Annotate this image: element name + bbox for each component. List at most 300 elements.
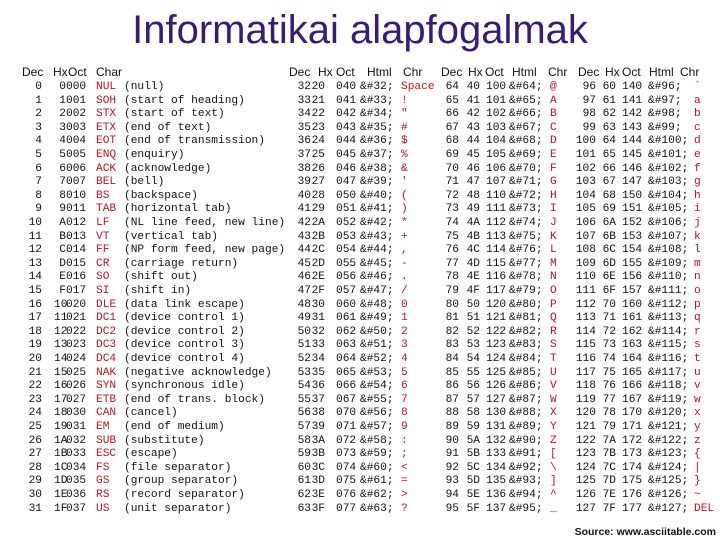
cell-hx: 16	[54, 380, 68, 393]
cell-chr: E	[550, 149, 557, 161]
cell-html: &#81;	[509, 312, 543, 325]
cell-chr: U	[550, 366, 557, 379]
cell-chr: *	[401, 217, 408, 229]
cell-chr: 0	[401, 298, 408, 311]
table-row	[20, 244, 720, 258]
cell-dec: 109	[575, 257, 596, 270]
cell-hx: 7C	[602, 461, 616, 474]
table-row	[20, 339, 720, 353]
cell-chr: 4	[401, 353, 408, 365]
header-chr: Chr	[680, 65, 700, 79]
cell-oct: 020	[66, 298, 87, 311]
cell-html: &#114;	[648, 325, 689, 338]
cell-hx: 17	[54, 393, 68, 406]
cell-oct: 033	[66, 448, 87, 461]
header-oct: Oct	[622, 65, 641, 79]
cell-chr: _	[550, 502, 557, 515]
cell-dec: 103	[575, 176, 596, 189]
cell-hx: 66	[602, 162, 616, 175]
cell-dec: 44	[297, 244, 311, 257]
table-row	[20, 122, 720, 136]
cell-hx: 51	[466, 312, 480, 325]
cell-oct: 041	[336, 94, 357, 107]
cell-hx: 0	[59, 81, 66, 93]
cell-dec: 17	[28, 312, 42, 325]
table-row	[20, 203, 720, 217]
cell-chr: .	[401, 271, 408, 284]
cell-hx: 20	[311, 81, 325, 93]
cell-dec: 2	[35, 108, 42, 121]
cell-html: &#111;	[648, 285, 689, 297]
cell-oct: 073	[336, 448, 357, 461]
cell-hx: 45	[466, 149, 480, 161]
cell-chr: |	[694, 461, 701, 474]
cell-chr: 5	[401, 366, 408, 379]
cell-chr: o	[694, 285, 701, 297]
cell-dec: 111	[575, 285, 596, 297]
cell-oct: 007	[66, 176, 87, 189]
cell-hx: 5C	[466, 461, 480, 474]
cell-html: &#109;	[648, 257, 689, 270]
cell-html: &#46;	[360, 271, 394, 284]
cell-chr: K	[550, 230, 557, 243]
cell-hx: 3	[59, 121, 66, 134]
cell-hx: 29	[311, 203, 325, 216]
cell-oct: 050	[336, 189, 357, 202]
cell-html: &#115;	[648, 339, 689, 352]
cell-dec: 118	[575, 380, 596, 393]
cell-oct: 003	[66, 121, 87, 134]
cell-chr: a	[694, 94, 701, 107]
cell-hx: 61	[602, 94, 616, 107]
cell-hx: 1D	[54, 475, 68, 488]
cell-hx: 71	[602, 312, 616, 325]
cell-html: &#97;	[648, 94, 682, 107]
cell-oct: 013	[66, 230, 87, 243]
cell-oct: 107	[486, 176, 507, 189]
cell-char: SOH	[96, 94, 117, 107]
cell-chr: @	[550, 81, 557, 93]
cell-oct: 053	[336, 230, 357, 243]
cell-hx: 42	[466, 108, 480, 121]
cell-hx: 56	[466, 380, 480, 393]
cell-hx: 3F	[311, 502, 325, 515]
cell-dec: 41	[297, 203, 311, 216]
cell-hx: 47	[466, 176, 480, 189]
cell-hx: 1C	[54, 461, 68, 474]
cell-oct: 070	[336, 407, 357, 420]
cell-oct: 172	[622, 434, 643, 447]
cell-chr: z	[694, 434, 701, 447]
cell-html: &#110;	[648, 271, 689, 284]
cell-dec: 81	[445, 312, 459, 325]
cell-chr: 9	[401, 421, 408, 433]
cell-chr: %	[401, 149, 408, 161]
cell-chr: ;	[401, 448, 408, 461]
cell-dec: 26	[28, 434, 42, 447]
cell-desc: (escape)	[124, 448, 178, 461]
table-row	[20, 231, 720, 245]
cell-char: GS	[96, 475, 110, 488]
cell-oct: 121	[486, 312, 507, 325]
cell-html: &#51;	[360, 339, 394, 352]
cell-dec: 38	[297, 162, 311, 175]
cell-oct: 161	[622, 312, 643, 325]
table-row	[20, 163, 720, 177]
table-row	[20, 190, 720, 204]
table-row	[20, 448, 720, 462]
table-row	[20, 475, 720, 489]
cell-oct: 133	[486, 448, 507, 461]
cell-html: &#102;	[648, 162, 689, 175]
cell-hx: 74	[602, 353, 616, 365]
header-dec: Dec	[578, 65, 600, 79]
cell-desc: (null)	[124, 81, 165, 93]
cell-hx: 7A	[602, 434, 616, 447]
cell-html: &#38;	[360, 162, 394, 175]
cell-dec: 12	[28, 244, 42, 257]
cell-oct: 062	[336, 325, 357, 338]
cell-desc: (record separator)	[124, 489, 245, 501]
cell-hx: 2E	[311, 271, 325, 284]
cell-desc: (start of heading)	[124, 94, 245, 107]
cell-chr: R	[550, 325, 557, 338]
cell-chr: :	[401, 434, 408, 447]
cell-desc: (shift in)	[124, 285, 192, 297]
cell-oct: 075	[336, 475, 357, 488]
cell-hx: 2B	[311, 230, 325, 243]
cell-chr: \	[550, 461, 557, 474]
cell-dec: 9	[35, 203, 42, 216]
cell-oct: 061	[336, 312, 357, 325]
cell-html: &#39;	[360, 176, 394, 189]
cell-chr: l	[694, 244, 701, 257]
cell-desc: (end of text)	[124, 121, 212, 134]
cell-oct: 147	[622, 176, 643, 189]
table-row	[20, 421, 720, 435]
cell-dec: 21	[28, 366, 42, 379]
cell-html: &#92;	[509, 461, 543, 474]
cell-hx: 48	[466, 189, 480, 202]
cell-html: &#112;	[648, 298, 689, 311]
cell-dec: 58	[297, 434, 311, 447]
cell-html: &#33;	[360, 94, 394, 107]
table-row	[20, 81, 720, 95]
table-row	[20, 367, 720, 381]
cell-html: &#63;	[360, 502, 394, 515]
cell-oct: 065	[336, 366, 357, 379]
cell-dec: 122	[575, 434, 596, 447]
cell-hx: 72	[602, 325, 616, 338]
cell-oct: 052	[336, 217, 357, 229]
cell-desc: (start of text)	[124, 108, 225, 121]
cell-dec: 91	[445, 448, 459, 461]
cell-hx: 1B	[54, 448, 68, 461]
cell-hx: 24	[311, 135, 325, 148]
table-row	[20, 503, 720, 517]
cell-desc: (enquiry)	[124, 149, 185, 161]
cell-chr: O	[550, 285, 557, 297]
cell-dec: 27	[28, 448, 42, 461]
cell-oct: 103	[486, 121, 507, 134]
cell-dec: 67	[445, 121, 459, 134]
cell-html: &#49;	[360, 312, 394, 325]
cell-html: &#58;	[360, 434, 394, 447]
cell-oct: 024	[66, 353, 87, 365]
cell-chr: [	[550, 448, 557, 461]
cell-dec: 96	[582, 81, 596, 93]
cell-html: &#122;	[648, 434, 689, 447]
cell-dec: 48	[297, 298, 311, 311]
cell-oct: 124	[486, 353, 507, 365]
cell-char: LF	[96, 217, 110, 229]
cell-dec: 45	[297, 257, 311, 270]
cell-dec: 107	[575, 230, 596, 243]
cell-desc: (vertical tab)	[124, 230, 218, 243]
cell-dec: 73	[445, 203, 459, 216]
header-hx: Hx	[318, 65, 333, 79]
cell-hx: 60	[602, 81, 616, 93]
cell-oct: 141	[622, 94, 643, 107]
cell-oct: 032	[66, 434, 87, 447]
cell-chr: DEL	[694, 502, 715, 515]
cell-chr: g	[694, 176, 701, 189]
cell-html: &#54;	[360, 380, 394, 393]
cell-char: ESC	[96, 448, 117, 461]
cell-oct: 074	[336, 461, 357, 474]
cell-hx: 2F	[311, 285, 325, 297]
cell-hx: 5B	[466, 448, 480, 461]
cell-oct: 126	[486, 380, 507, 393]
cell-html: &#62;	[360, 489, 394, 501]
cell-oct: 057	[336, 285, 357, 297]
table-row	[20, 149, 720, 163]
cell-oct: 030	[66, 407, 87, 420]
cell-hx: 7D	[602, 475, 616, 488]
cell-hx: 22	[311, 108, 325, 121]
header-hx: Hx	[53, 65, 68, 79]
cell-dec: 55	[297, 393, 311, 406]
table-row	[20, 95, 720, 109]
cell-dec: 84	[445, 353, 459, 365]
cell-dec: 5	[35, 149, 42, 161]
table-row	[20, 271, 720, 285]
cell-chr: 7	[401, 393, 408, 406]
cell-oct: 167	[622, 393, 643, 406]
cell-oct: 114	[486, 244, 507, 257]
cell-oct: 044	[336, 135, 357, 148]
cell-hx: 6A	[602, 217, 616, 229]
cell-dec: 43	[297, 230, 311, 243]
cell-char: SUB	[96, 434, 117, 447]
cell-html: &#103;	[648, 176, 689, 189]
cell-html: &#93;	[509, 475, 543, 488]
cell-chr: x	[694, 407, 701, 420]
cell-hx: 7	[59, 176, 66, 189]
header-oct: Oct	[336, 65, 355, 79]
cell-oct: 071	[336, 421, 357, 433]
cell-oct: 140	[622, 81, 643, 93]
header-html: Html	[367, 65, 392, 79]
cell-char: ETB	[96, 393, 117, 406]
cell-dec: 57	[297, 421, 311, 433]
cell-oct: 150	[622, 189, 643, 202]
cell-chr: ,	[401, 244, 408, 257]
cell-dec: 98	[582, 108, 596, 121]
cell-html: &#59;	[360, 448, 394, 461]
cell-html: &#85;	[509, 366, 543, 379]
cell-html: &#123;	[648, 448, 689, 461]
cell-oct: 130	[486, 407, 507, 420]
cell-hx: D	[59, 257, 66, 270]
header-chr: Chr	[548, 65, 568, 79]
cell-oct: 035	[66, 475, 87, 488]
cell-oct: 111	[486, 203, 507, 216]
header-dec: Dec	[289, 65, 311, 79]
cell-hx: 10	[54, 298, 68, 311]
cell-oct: 157	[622, 285, 643, 297]
cell-oct: 177	[622, 502, 643, 515]
cell-html: &#50;	[360, 325, 394, 338]
cell-oct: 051	[336, 203, 357, 216]
cell-hx: 21	[311, 94, 325, 107]
cell-char: ETX	[96, 121, 117, 134]
cell-oct: 010	[66, 189, 87, 202]
cell-hx: 67	[602, 176, 616, 189]
cell-html: &#53;	[360, 366, 394, 379]
cell-html: &#98;	[648, 108, 682, 121]
cell-hx: 30	[311, 298, 325, 311]
cell-desc: (device control 3)	[124, 339, 245, 352]
cell-dec: 108	[575, 244, 596, 257]
cell-hx: 8	[59, 189, 66, 202]
cell-chr: 3	[401, 339, 408, 352]
cell-oct: 034	[66, 461, 87, 474]
cell-hx: 2D	[311, 257, 325, 270]
cell-html: &#64;	[509, 81, 543, 93]
cell-chr: ~	[694, 489, 701, 501]
cell-chr: Z	[550, 434, 557, 447]
header-oct: Oct	[68, 65, 87, 79]
cell-hx: 18	[54, 407, 68, 420]
cell-html: &#48;	[360, 298, 394, 311]
cell-oct: 154	[622, 244, 643, 257]
cell-dec: 39	[297, 176, 311, 189]
cell-oct: 112	[486, 217, 507, 229]
cell-hx: 6C	[602, 244, 616, 257]
cell-hx: 3E	[311, 489, 325, 501]
cell-oct: 153	[622, 230, 643, 243]
cell-hx: 7E	[602, 489, 616, 501]
cell-chr: t	[694, 353, 701, 365]
cell-oct: 022	[66, 325, 87, 338]
cell-oct: 165	[622, 366, 643, 379]
cell-desc: (substitute)	[124, 434, 205, 447]
cell-hx: 53	[466, 339, 480, 352]
cell-dec: 113	[575, 312, 596, 325]
cell-char: DC4	[96, 353, 117, 365]
cell-oct: 156	[622, 271, 643, 284]
cell-hx: 7F	[602, 502, 616, 515]
cell-hx: 76	[602, 380, 616, 393]
cell-html: &#127;	[648, 502, 689, 515]
cell-char: DC2	[96, 325, 117, 338]
cell-oct: 014	[66, 244, 87, 257]
cell-hx: 2A	[311, 217, 325, 229]
cell-oct: 176	[622, 489, 643, 501]
cell-oct: 152	[622, 217, 643, 229]
cell-hx: 6D	[602, 257, 616, 270]
cell-dec: 49	[297, 312, 311, 325]
cell-dec: 127	[575, 502, 596, 515]
cell-chr: !	[401, 94, 408, 107]
cell-html: &#79;	[509, 285, 543, 297]
cell-dec: 100	[575, 135, 596, 148]
cell-char: ENQ	[96, 149, 117, 161]
cell-html: &#43;	[360, 230, 394, 243]
cell-dec: 8	[35, 189, 42, 202]
table-row	[20, 462, 720, 476]
cell-dec: 74	[445, 217, 459, 229]
cell-oct: 174	[622, 461, 643, 474]
cell-hx: 4E	[466, 271, 480, 284]
cell-hx: 13	[54, 339, 68, 352]
cell-dec: 15	[28, 285, 42, 297]
cell-dec: 52	[297, 353, 311, 365]
cell-html: &#106;	[648, 217, 689, 229]
cell-dec: 88	[445, 407, 459, 420]
cell-dec: 10	[28, 217, 42, 229]
cell-dec: 34	[297, 108, 311, 121]
cell-oct: 132	[486, 434, 507, 447]
cell-dec: 99	[582, 121, 596, 134]
cell-hx: 7B	[602, 448, 616, 461]
cell-dec: 76	[445, 244, 459, 257]
cell-html: &#77;	[509, 257, 543, 270]
cell-hx: 6E	[602, 271, 616, 284]
cell-oct: 101	[486, 94, 507, 107]
cell-hx: 1F	[54, 502, 68, 515]
cell-html: &#67;	[509, 121, 543, 134]
cell-html: &#35;	[360, 121, 394, 134]
cell-dec: 116	[575, 353, 596, 365]
cell-dec: 24	[28, 407, 42, 420]
cell-hx: 1	[59, 94, 66, 107]
cell-chr: M	[550, 257, 557, 270]
cell-dec: 61	[297, 475, 311, 488]
cell-oct: 104	[486, 135, 507, 148]
cell-dec: 3	[35, 121, 42, 134]
cell-dec: 120	[575, 407, 596, 420]
cell-hx: 2	[59, 108, 66, 121]
cell-dec: 47	[297, 285, 311, 297]
cell-chr: Q	[550, 312, 557, 325]
cell-chr: 2	[401, 325, 408, 338]
cell-dec: 40	[297, 189, 311, 202]
cell-chr: J	[550, 217, 557, 229]
cell-chr: n	[694, 271, 701, 284]
cell-char: EM	[96, 421, 110, 433]
cell-hx: 68	[602, 189, 616, 202]
cell-chr: >	[401, 489, 408, 501]
cell-char: NUL	[96, 81, 117, 93]
cell-dec: 29	[28, 475, 42, 488]
cell-chr: &	[401, 162, 408, 175]
cell-hx: A	[59, 217, 66, 229]
cell-chr: m	[694, 257, 701, 270]
cell-hx: 1A	[54, 434, 68, 447]
cell-dec: 102	[575, 162, 596, 175]
